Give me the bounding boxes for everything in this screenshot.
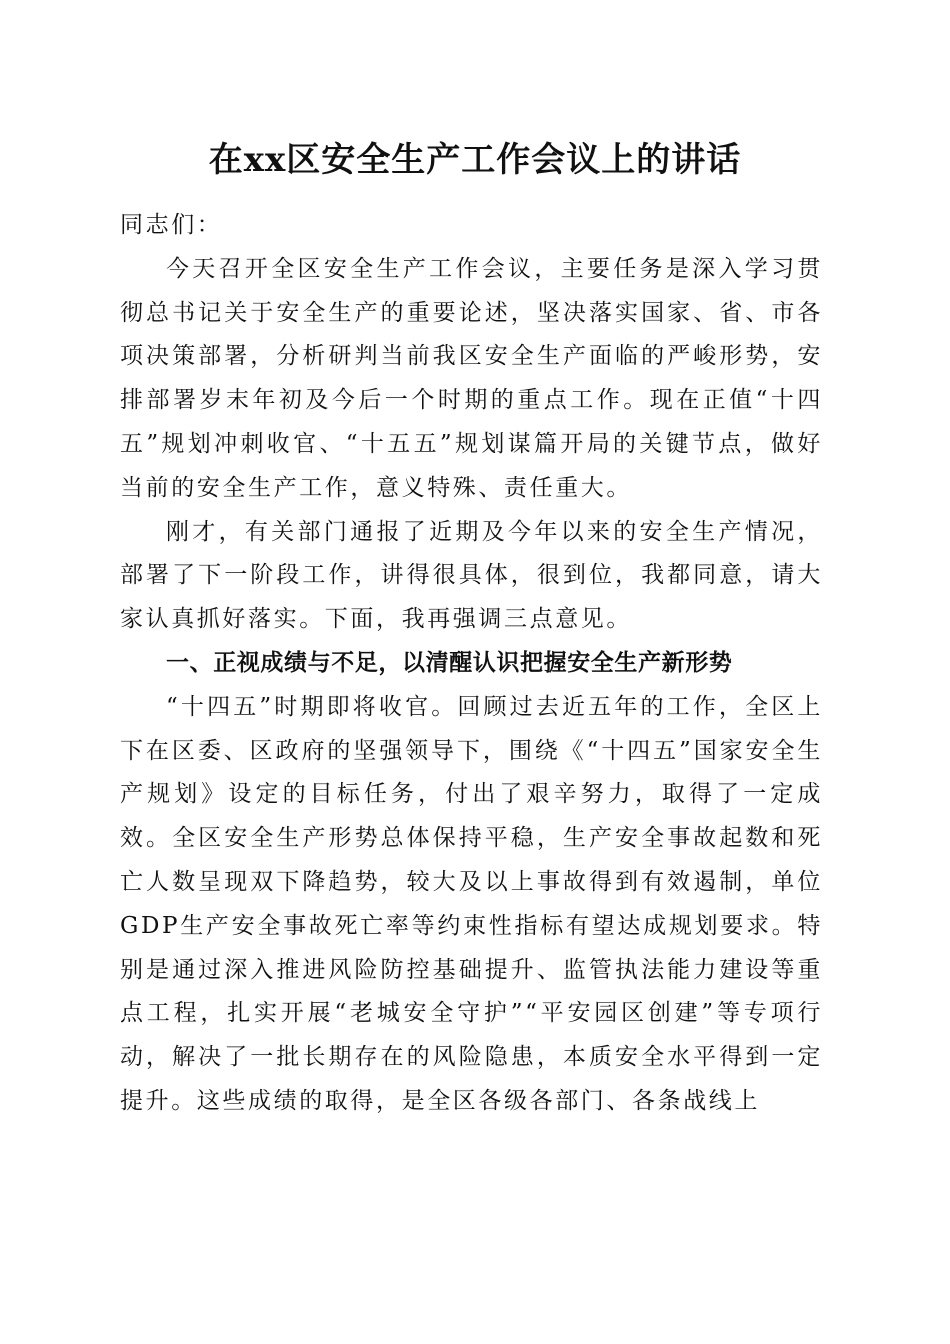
document-body	[120, 204, 823, 1124]
section-heading-1: 一、正视成绩与不足，以清醒认识把握安全生产新形势	[166, 649, 733, 676]
paragraph-opening: 今天召开全区安全生产工作会议，主要任务是深入学习贯彻总书记关于安全生产的重要论述，坚决落实国家、省、市各项决策部署，分析研判当前我区安全生产面临的严峻形势，安排部署岁末年初及今后一个时期的重点工作。现在正值“十四五”规划冲刺收官、“十五五”规划谋篇开局的关键节点，做好当前的安全生产工作，意义特殊、责任重大。	[120, 255, 823, 501]
paragraph-section-1: “十四五”时期即将收官。回顾过去近五年的工作，全区上下在区委、区政府的坚强领导下，围绕《“十四五”国家安全生产规划》设定的目标任务，付出了艰辛努力，取得了一定成效。全区安全生产形势总体保持平稳，生产安全事故起数和死亡人数呈现双下降趋势，较大及以上事故得到有效遏制，单位GDP生产安全事故死亡率等约束性指标有望达成规划要求。特别是通过深入推进风险防控基础提升、监管执法能力建设等重点工程，扎实开展“老城安全守护”“平安园区创建”等专项行动，解决了一批长期存在的风险隐患，本质安全水平得到一定提升。这些成绩的取得，是全区各级各部门、各条战线上	[120, 693, 823, 1114]
salutation: 同志们：	[120, 212, 223, 238]
paragraph-remarks: 刚才，有关部门通报了近期及今年以来的安全生产情况，部署了下一阶段工作，讲得很具体，很到位，我都同意，请大家认真抓好落实。下面，我再强调三点意见。	[120, 518, 823, 633]
document-title: 在xx区安全生产工作会议上的讲话	[208, 140, 742, 180]
